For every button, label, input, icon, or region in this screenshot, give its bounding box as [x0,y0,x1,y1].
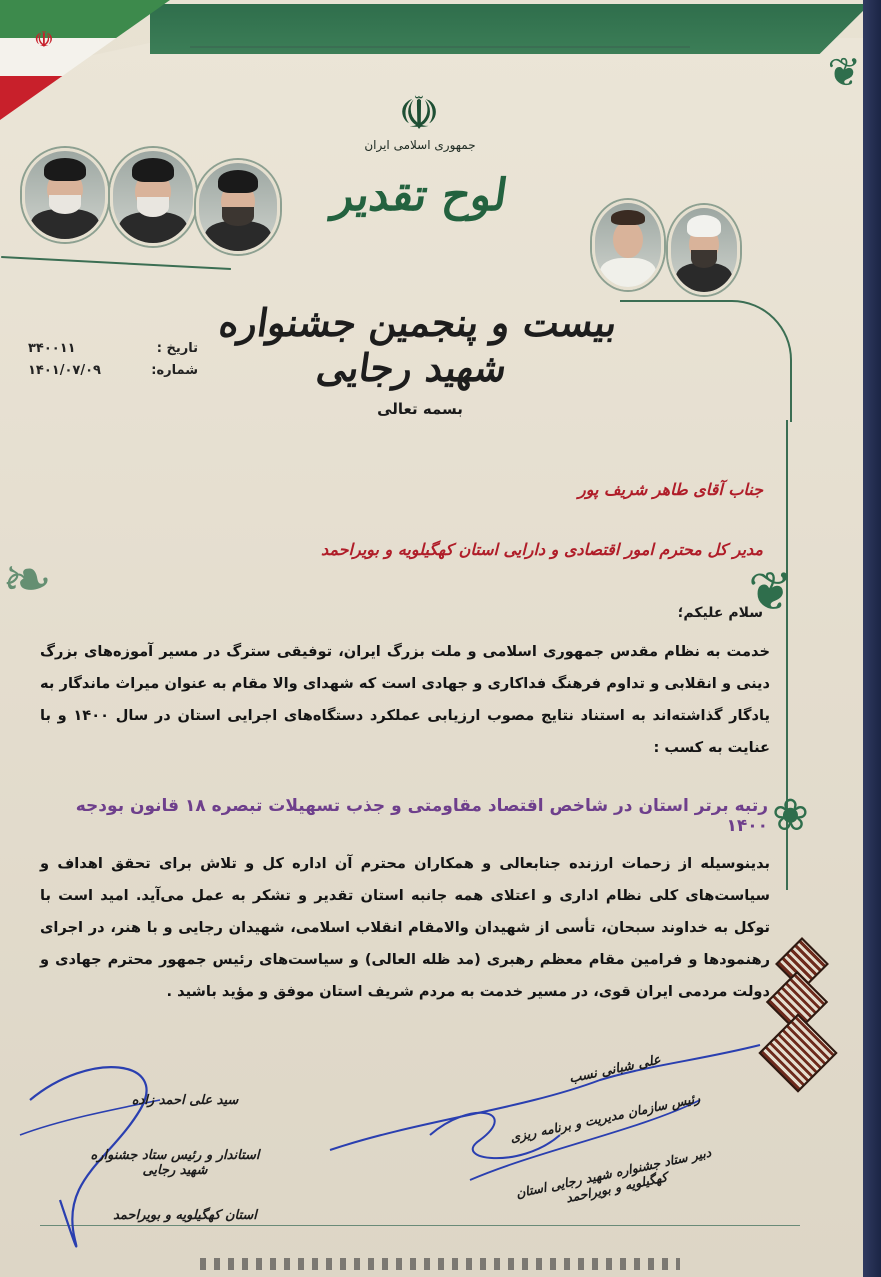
ornament-line [190,46,690,48]
greeting: سلام علیکم؛ [677,605,763,621]
number-value: ۱۴۰۱/۰۷/۰۹ [28,363,101,378]
floral-ornament-icon: ❀ [772,790,809,841]
iran-emblem-icon: ☫ [398,86,440,140]
recipient-name: جناب آقای طاهر شریف پور [578,480,763,499]
flag-emblem-icon: ☫ [34,28,54,53]
portrait-2 [110,148,196,246]
number-label: شماره: [151,363,198,378]
signer-right-name: علی شبانی نسب [567,1052,663,1087]
basmala: بسمه تعالی [377,400,463,418]
signer-left-name: سید علی احمد زاده [131,1093,239,1108]
signer-right-title-2: دبیر ستاد جشنواره شهید رجایی استان کهگیلویه و بویراحمد [514,1144,713,1206]
signer-left-title: استاندار و رئیس ستاد جشنواره شهید رجایی [90,1148,260,1178]
corner-ornament-icon: ❦ [827,50,861,96]
body-paragraph-1: خدمت به نظام مقدس جمهوری اسلامی و ملت بزرگ ایران، توفیقی سترگ در مسیر آموزه‌های بزرگ دینی و انقلابی و تداوم فرهنگ فداکاری و جهادی است که شهدای والا مقام به عنوان میراث ماندگار به یادگار گذاشته‌اند به استناد نتایج مصوب ارزیابی عملکرد دستگاه‌های اجرایی استان در سال ۱۴۰۰ و با عنایت به کسب : [40,643,770,756]
page-title: لوح تقدیر [329,170,511,221]
arabesque-icon: ❧ [2,545,53,615]
date-number-block [28,338,198,382]
portrait-4 [592,200,664,290]
bottom-border-pattern [200,1258,680,1270]
date-value: ۳۴۰۰۱۱ [28,341,76,356]
portrait-5 [668,205,740,295]
festival-title: بیست و پنجمین جشنواره شهید رجایی [216,300,621,390]
date-label: تاریخ : [156,341,198,356]
country-name: جمهوری اسلامی ایران [364,138,476,152]
portrait-3 [196,160,280,254]
portrait-1 [22,148,108,242]
recipient-title: مدیر کل محترم امور اقتصادی و دارایی استان کهگیلویه و بویراحمد [321,540,763,559]
achievement-highlight: رتبه برتر استان در شاخص اقتصاد مقاومتی و جذب تسهیلات تبصره ۱۸ قانون بودجه ۱۴۰۰ [75,796,768,836]
arabesque-icon: ❦ [748,560,794,623]
signer-left-title-2: استان کهگیلویه و بویراحمد [113,1208,257,1223]
ornament-line [620,300,792,422]
signer-right-title: رئیس سازمان مدیریت و برنامه ریزی [508,1090,702,1145]
body-paragraph-2: بدینوسیله از زحمات ارزنده جنابعالی و همکاران محترم آن اداره کل و تلاش برای تحقق اهداف و سیاست‌های کلی نظام اداری و اعتلای همه جانبه استان تقدیر و تشکر به عمل می‌آید. امید است با توکل به خداوند سبحان، تأسی از شهیدان والامقام انقلاب اسلامی، شهیدان رجایی و با هنر، در اجرای رهنمودها و فرامین مقام معظم رهبری (مد ظله العالی) و سیاست‌های رئیس جمهور محترم جهادی و دولت مردمی ایران قوی، در مسیر خدمت به مردم شریف استان موفق و مؤید باشید . [40,855,770,1000]
